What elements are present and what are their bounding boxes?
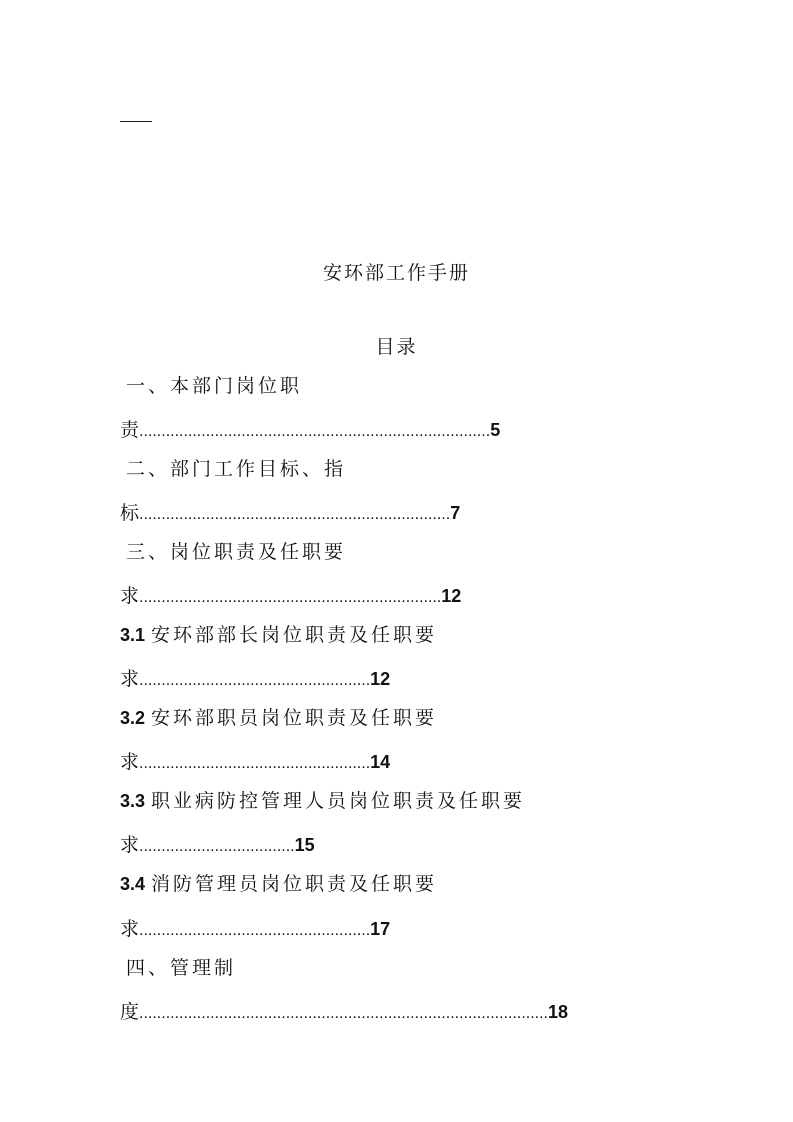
toc-entry-continuation[interactable] — [120, 499, 460, 529]
toc-entry-cont-char: 求 — [120, 751, 140, 773]
toc-dot-leader: .................................................... — [139, 672, 371, 689]
toc-dot-leader: .................................................................... — [139, 589, 442, 606]
toc-entry-continuation[interactable] — [120, 831, 315, 861]
toc-dot-leader: .................................................... — [139, 922, 371, 939]
toc-dot-leader: ...................................................................... — [139, 506, 451, 523]
toc-entry-number: 3.3 — [120, 791, 146, 811]
toc-entry-cont-char: 度 — [120, 1001, 140, 1023]
toc-entry-cont-char: 求 — [120, 585, 140, 607]
toc-page-number: 17 — [370, 919, 391, 939]
toc-entry-title — [120, 704, 437, 732]
toc-entry-label: 消防管理员岗位职责及任职要 — [151, 873, 438, 895]
toc-entry-label: 二、部门工作目标、指 — [126, 458, 347, 480]
toc-page-number: 15 — [294, 835, 315, 855]
toc-entry-cont-char: 求 — [120, 834, 140, 856]
toc-entry-title — [120, 954, 236, 982]
toc-entry-continuation[interactable] — [120, 998, 568, 1028]
toc-entry-label: 职业病防控管理人员岗位职责及任职要 — [151, 790, 526, 812]
toc-entry-continuation[interactable] — [120, 665, 390, 695]
toc-dot-leader: ............................................................................................ — [139, 1005, 548, 1022]
toc-entry-label: 安环部部长岗位职责及任职要 — [151, 624, 438, 646]
toc-dot-leader: ............................................................................... — [139, 423, 491, 440]
toc-page-number: 5 — [490, 420, 501, 440]
toc-entry-title — [120, 870, 437, 898]
toc-entry-cont-char: 标 — [120, 502, 140, 524]
toc-entry-label: 三、岗位职责及任职要 — [126, 541, 347, 563]
toc-dot-leader: .................................................... — [139, 755, 371, 772]
toc-entry-cont-char: 求 — [120, 918, 140, 940]
document-title: 安环部工作手册 — [322, 262, 470, 284]
toc-entry-cont-char: 求 — [120, 668, 140, 690]
toc-entry-continuation[interactable] — [120, 915, 390, 945]
toc-entry-label: 一、本部门岗位职 — [126, 375, 303, 397]
toc-entry-cont-char: 责 — [120, 419, 140, 441]
toc-entry-title — [120, 372, 302, 400]
toc-entry-continuation[interactable] — [120, 582, 461, 612]
toc-page-number: 12 — [370, 669, 391, 689]
toc-entry-title — [120, 538, 346, 566]
toc-page-number: 12 — [441, 586, 462, 606]
toc-page-number: 7 — [450, 503, 461, 523]
toc-entry-title — [120, 621, 437, 649]
toc-entry-number: 3.1 — [120, 625, 146, 645]
toc-page-number: 14 — [370, 752, 391, 772]
toc-entry-number: 3.2 — [120, 708, 146, 728]
toc-entry-number: 3.4 — [120, 874, 146, 894]
toc-entry-title — [120, 787, 525, 815]
toc-page-number: 18 — [547, 1002, 569, 1022]
toc-entry-continuation[interactable] — [120, 416, 500, 446]
toc-entry-title — [120, 455, 346, 483]
toc-dot-leader: ................................... — [139, 838, 295, 855]
toc-entry-continuation[interactable] — [120, 748, 390, 778]
toc-entry-label: 安环部职员岗位职责及任职要 — [151, 707, 438, 729]
toc-heading: 目录 — [375, 336, 418, 358]
top-rule — [120, 121, 152, 122]
toc-entry-label: 四、管理制 — [126, 957, 237, 979]
